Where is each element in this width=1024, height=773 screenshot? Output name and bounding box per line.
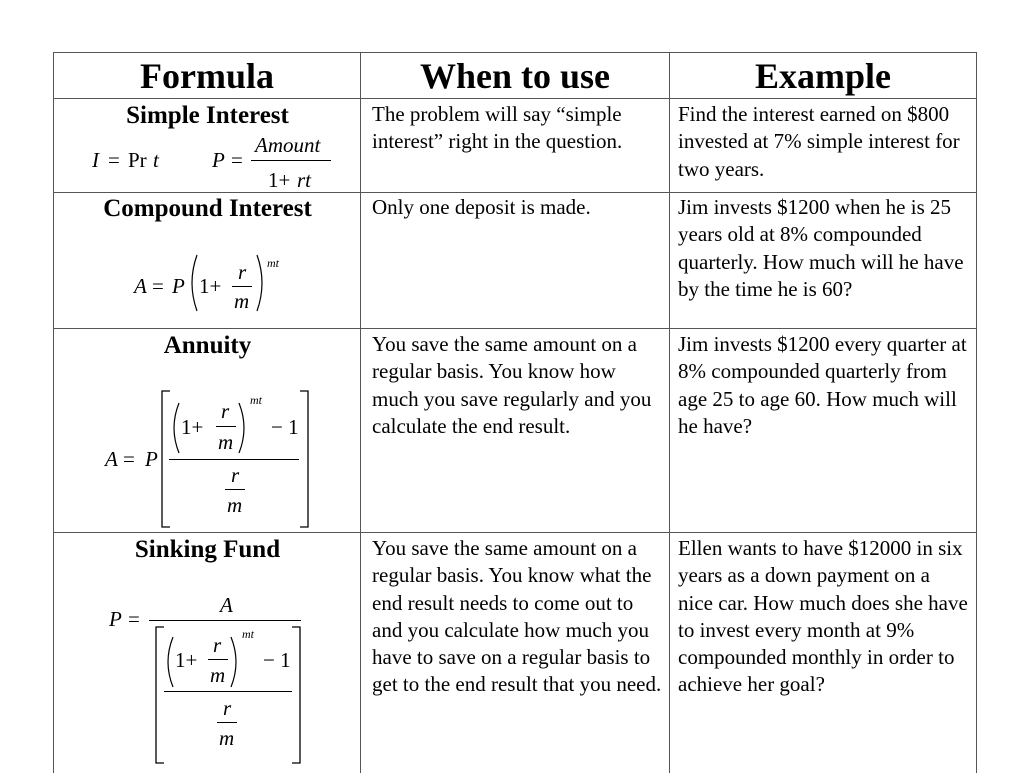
when-sinking-fund: You save the same amount on a regular basis. You know what the end result needs to come out to and you calculate how much you have to save on a regular basis to get to the end result that you need. xyxy=(372,536,662,697)
when-compound-interest: Only one deposit is made. xyxy=(372,195,591,219)
when-simple-interest: The problem will say “simple interest” right in the question. xyxy=(372,102,623,154)
example-compound-interest: Jim invests $1200 when he is 25 years old at 8% compounded quarterly. How much will he have by the time he is 60? xyxy=(678,195,964,301)
row-divider xyxy=(54,532,976,533)
row-name-simple-interest: Simple Interest xyxy=(126,102,289,129)
example-simple-interest: Find the interest earned on $800 invested at 7% simple interest for two years. xyxy=(678,102,960,181)
formula-table: Formula When to use Example Simple Interest Compound Interest Annuity Sinking Fund The problem will say “simple interest” right in the question. Only one deposit is made. You save the same amount on a regular basis. You know how much you save regularly and you calculate the end result. You save the same amount on a regular basis. You know what the end result needs to come out to and you calculate how much you have to save on a regular basis to get to the end result that you need. Find the interest earned on $800 invested at 7% simple interest for two years. Jim invests $1200 when he is 25 years old at 8% compounded quarterly. How much will he have by the time he is 60? Jim invests $1200 every quarter at 8% compounded quarterly from age 25 to age 60. How much will he have? Ellen wants to have $12000 in six years as a down payment on a nice car. How much does she have to invest every month at 9% compounded monthly in order to achieve her goal? I = Pr t P = Amount 1+ rt A = P 1+ r m mt A = P 1+ r m mt − 1 r m P = A 1+ r m mt − 1 r m xyxy=(53,52,977,773)
row-divider xyxy=(54,328,976,329)
column-divider xyxy=(669,53,670,773)
header-when-to-use: When to use xyxy=(419,56,611,96)
row-name-sinking-fund: Sinking Fund xyxy=(134,536,281,563)
example-sinking-fund: Ellen wants to have $12000 in six years as a down payment on a nice car. How much does she have to invest every month at 9% compounded monthly in order to achieve her goal? xyxy=(678,536,968,697)
header-formula: Formula xyxy=(140,56,274,96)
when-annuity: You save the same amount on a regular basis. You know how much you save regularly and you calculate the end result. xyxy=(372,332,652,438)
row-divider xyxy=(54,192,976,193)
row-name-compound-interest: Compound Interest xyxy=(103,195,312,222)
row-name-annuity: Annuity xyxy=(163,332,252,359)
header-example: Example xyxy=(754,56,891,96)
column-divider xyxy=(360,53,361,773)
example-annuity: Jim invests $1200 every quarter at 8% compounded quarterly from age 25 to age 60. How much will he have? xyxy=(678,332,967,438)
